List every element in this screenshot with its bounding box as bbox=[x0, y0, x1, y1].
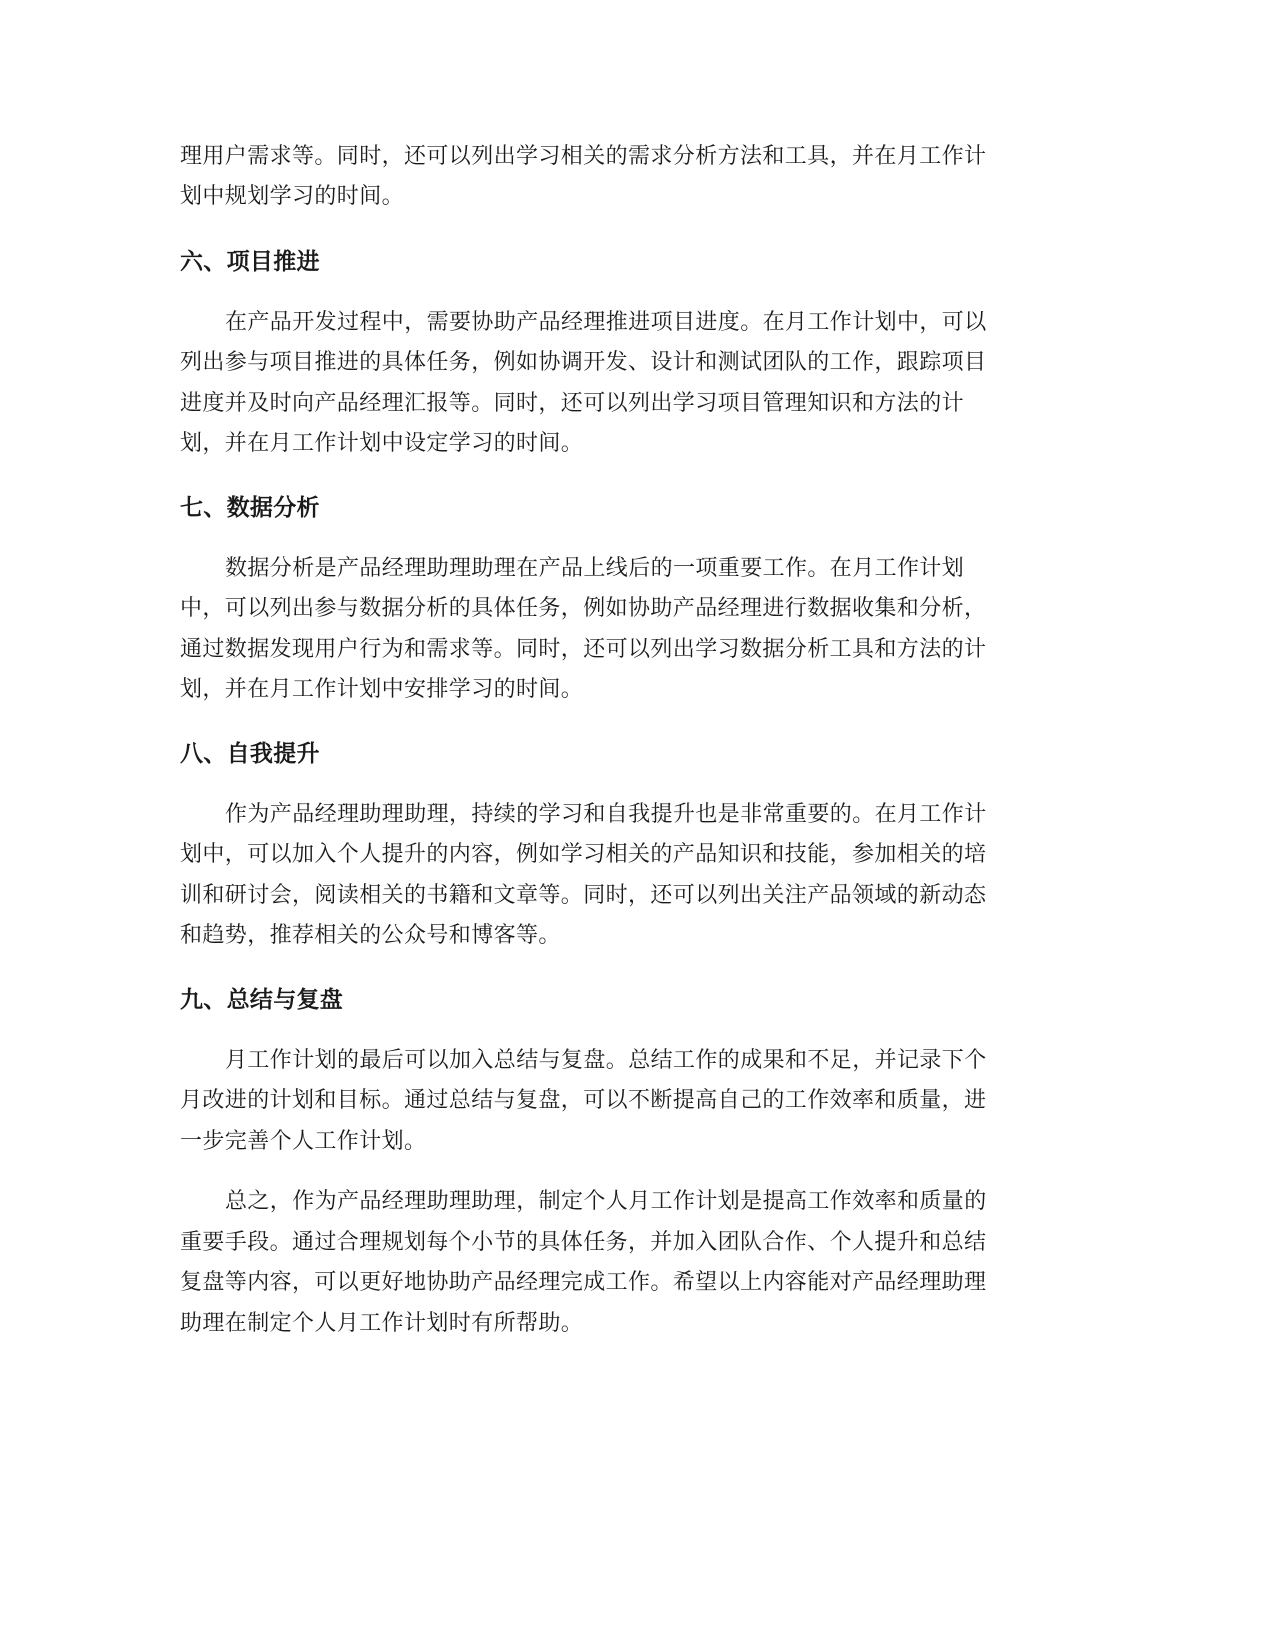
paragraph-line: 通过数据发现用户行为和需求等。同时，还可以列出学习数据分析工具和方法的计 bbox=[180, 637, 987, 662]
paragraph-line: 划，并在月工作计划中设定学习的时间。 bbox=[180, 431, 584, 456]
paragraph-line: 助理在制定个人月工作计划时有所帮助。 bbox=[180, 1311, 584, 1336]
paragraph-line: 在产品开发过程中，需要协助产品经理推进项目进度。在月工作计划中，可以 bbox=[225, 310, 987, 335]
paragraph-line: 进度并及时向产品经理汇报等。同时，还可以列出学习项目管理知识和方法的计 bbox=[180, 391, 965, 416]
paragraph-line: 月工作计划的最后可以加入总结与复盘。总结工作的成果和不足，并记录下个 bbox=[225, 1048, 987, 1073]
section-heading: 八、自我提升 bbox=[180, 741, 320, 767]
paragraph-line: 复盘等内容，可以更好地协助产品经理完成工作。希望以上内容能对产品经理助理 bbox=[180, 1270, 987, 1295]
paragraph-line: 一步完善个人工作计划。 bbox=[180, 1129, 427, 1154]
section-heading: 九、总结与复盘 bbox=[180, 987, 344, 1013]
paragraph-line: 数据分析是产品经理助理助理在产品上线后的一项重要工作。在月工作计划 bbox=[225, 556, 965, 581]
paragraph-line: 总之，作为产品经理助理助理，制定个人月工作计划是提高工作效率和质量的 bbox=[225, 1189, 987, 1214]
paragraph-line: 理用户需求等。同时，还可以列出学习相关的需求分析方法和工具，并在月工作计 bbox=[180, 144, 987, 169]
section-heading: 六、项目推进 bbox=[180, 249, 320, 275]
paragraph-line: 和趋势，推荐相关的公众号和博客等。 bbox=[180, 923, 561, 948]
paragraph-line: 重要手段。通过合理规划每个小节的具体任务，并加入团队合作、个人提升和总结 bbox=[180, 1230, 987, 1255]
paragraph-line: 划中，可以加入个人提升的内容，例如学习相关的产品知识和技能，参加相关的培 bbox=[180, 842, 987, 867]
paragraph-line: 中，可以列出参与数据分析的具体任务，例如协助产品经理进行数据收集和分析， bbox=[180, 596, 987, 621]
paragraph-line: 作为产品经理助理助理，持续的学习和自我提升也是非常重要的。在月工作计 bbox=[225, 802, 987, 827]
paragraph-line: 训和研讨会，阅读相关的书籍和文章等。同时，还可以列出关注产品领域的新动态 bbox=[180, 883, 987, 908]
section-heading: 七、数据分析 bbox=[180, 495, 320, 521]
paragraph-line: 列出参与项目推进的具体任务，例如协调开发、设计和测试团队的工作，跟踪项目 bbox=[180, 350, 987, 375]
paragraph-line: 划，并在月工作计划中安排学习的时间。 bbox=[180, 677, 584, 702]
paragraph-line: 划中规划学习的时间。 bbox=[180, 184, 405, 209]
paragraph-line: 月改进的计划和目标。通过总结与复盘，可以不断提高自己的工作效率和质量，进 bbox=[180, 1088, 987, 1113]
